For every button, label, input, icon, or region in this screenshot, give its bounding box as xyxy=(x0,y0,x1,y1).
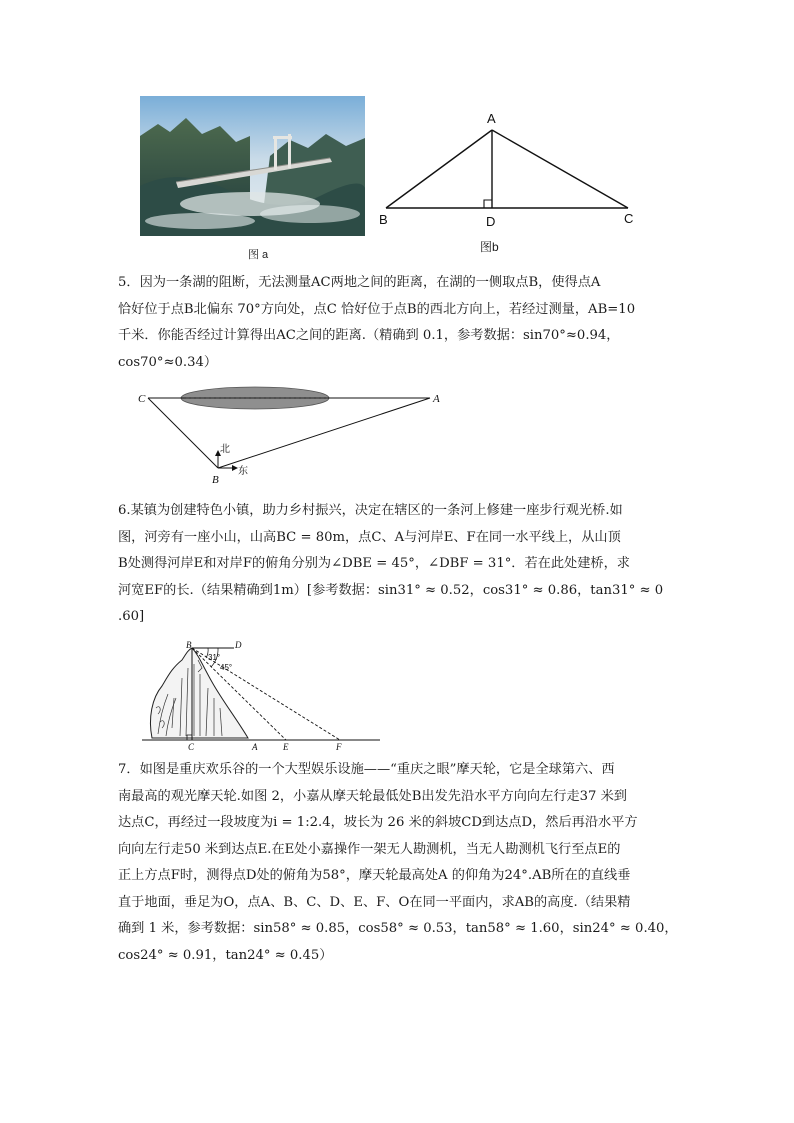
q6-line: B处测得河岸E和对岸F的俯角分别为∠DBE = 45°，∠DBF = 31°．若在此处建桥，求 xyxy=(118,556,630,571)
label-c: C xyxy=(624,211,634,226)
triangle-figure-b xyxy=(372,108,642,248)
mtn-label-d: D xyxy=(235,640,242,650)
label-d: D xyxy=(486,214,496,229)
east-label: 东 xyxy=(238,466,248,477)
north-label: 北 xyxy=(220,444,230,455)
mtn-label-c: C xyxy=(188,742,195,752)
q7-line: 7．如图是重庆欢乐谷的一个大型娱乐设施——“重庆之眼”摩天轮，它是全球第六、西 xyxy=(118,762,615,777)
lake-label-c: C xyxy=(138,393,146,405)
q5-line: 千米．你能否经过计算得出AC之间的距离.（精确到 0.1，参考数据：sin70°≈0.94， xyxy=(118,328,620,343)
mountain-figure xyxy=(138,638,388,752)
question-5-text xyxy=(118,270,678,376)
mtn-label-e: E xyxy=(283,742,289,752)
q5-line: cos70°≈0.34） xyxy=(118,354,218,370)
q6-line: 河宽EF的长.（结果精确到1m）[参考数据：sin31° ≈ 0.52，cos31° ≈ 0.86，tan31° ≈ 0 xyxy=(118,582,664,598)
q7-line: 向向左行走50 米到达点E.在E处小嘉操作一架无人勘测机，当无人勘测机飞行至点E的 xyxy=(118,841,621,857)
q6-line: 图，河旁有一座小山，山高BC = 80m，点C、A与河岸E、F在同一水平线上，从山顶 xyxy=(118,529,621,545)
figure-b-caption: 图b xyxy=(480,240,499,254)
q7-line: 确到 1 米，参考数据：sin58° ≈ 0.85，cos58° ≈ 0.53，tan58° ≈ 1.60，sin24° ≈ 0.40， xyxy=(118,921,678,936)
lake-label-a: A xyxy=(433,393,440,405)
q7-line: 直于地面，垂足为O，点A、B、C、D、E、F、O在同一平面内，求AB的高度.（结果精 xyxy=(118,894,631,910)
question-7-text xyxy=(118,757,678,969)
q5-line: 5．因为一条湖的阻断，无法测量AC两地之间的距离，在湖的一侧取点B，使得点A xyxy=(118,275,601,290)
label-b: B xyxy=(379,212,388,227)
mtn-label-b: B xyxy=(186,640,192,650)
q7-line: cos24° ≈ 0.91，tan24° ≈ 0.45） xyxy=(118,947,333,963)
angle-31-label: 31° xyxy=(208,653,221,662)
q7-line: 达点C，再经过一段坡度为i = 1:2.4，坡长为 26 米的斜坡CD到达点D，然后再沿水平方 xyxy=(118,815,638,830)
lake-label-b: B xyxy=(212,474,219,486)
label-a: A xyxy=(487,111,496,126)
q6-line: .60] xyxy=(118,609,145,624)
lake-figure xyxy=(130,384,450,494)
bridge-photo xyxy=(140,96,365,236)
bridge-photo-graphic xyxy=(140,96,365,236)
q7-line: 南最高的观光摩天轮.如图 2，小嘉从摩天轮最低处B出发先沿水平方向向左行走37 米到 xyxy=(118,788,627,804)
q6-line: 6.某镇为创建特色小镇，助力乡村振兴，决定在辖区的一条河上修建一座步行观光桥.如 xyxy=(118,503,623,518)
mtn-label-a: A xyxy=(252,742,258,752)
question-6-text xyxy=(118,498,678,631)
q7-line: 正上方点F时，测得点D处的俯角为58°，摩天轮最高处A 的仰角为24°.AB所在的直线垂 xyxy=(118,868,631,883)
figure-a-caption: 图 a xyxy=(248,249,269,261)
mtn-label-f: F xyxy=(336,742,342,752)
angle-45-label: 45° xyxy=(220,663,233,672)
q5-line: 恰好位于点B北偏东 70°方向处，点C 恰好位于点B的西北方向上，若经过测量，AB=10 xyxy=(118,301,636,317)
